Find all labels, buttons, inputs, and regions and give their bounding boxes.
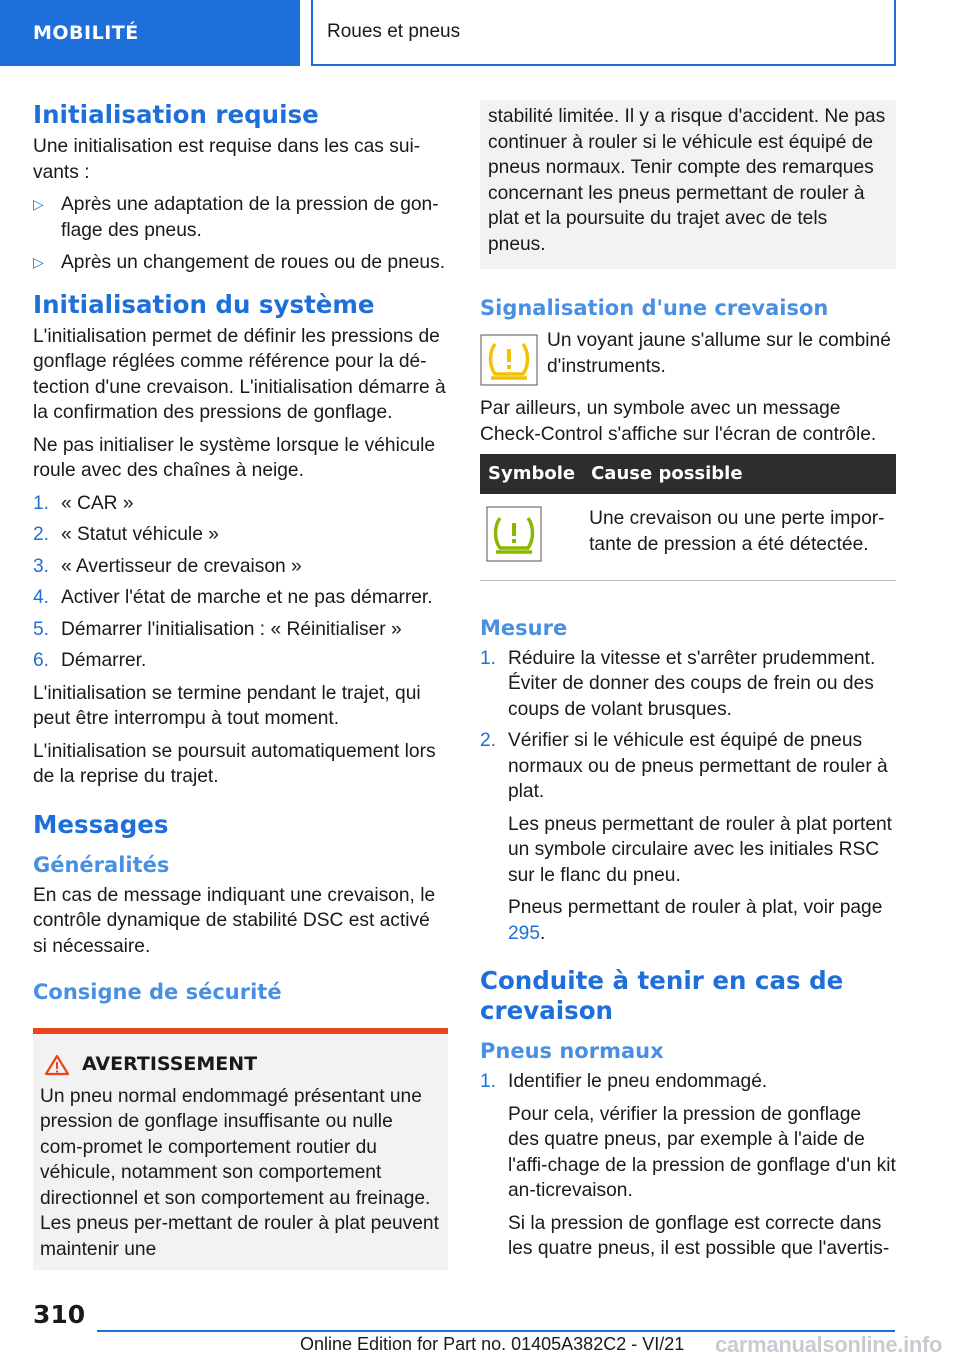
list-item: ▷ Après une adaptation de la pression de gon-flage des pneus. (33, 194, 439, 241)
init-required-heading: Initialisation requise (33, 100, 319, 129)
section-tab: MOBILITÉ (0, 0, 300, 66)
list-item: 3. « Avertisseur de crevaison » (33, 555, 302, 577)
tire-pressure-symbol-icon (486, 506, 542, 562)
messages-heading: Messages (33, 809, 169, 839)
list-item: 1. Réduire la vitesse et s'arrêter prudemment. Éviter de donner des coups de frein ou des coups de volant brusques. (480, 647, 876, 720)
init-system-p1: L'initialisation permet de définir les pressions de gonflage réglées comme référence pour la dé-tection d'une crevaison. L'initialisation démarre à la confirmation des pressions de gonflage. (33, 325, 446, 423)
warning-continuation: stabilité limitée. Il y a risque d'accident. Ne pas continuer à rouler si le véhicule est équipé de pneus normaux. Tenir compte des remarques concernant les pneus permettant de rouler à plat et la poursuite du trajet avec de tels pneus. (480, 100, 896, 269)
safety-subheading: Consigne de sécurité (33, 980, 282, 1004)
tire-pressure-warning-icon (480, 334, 538, 386)
triangle-bullet-icon: ▷ (33, 196, 44, 212)
init-system-heading: Initialisation du système (33, 289, 375, 319)
warning-text: Un pneu normal endommagé présentant une pression de gonflage insuffisante ou nulle com-promet le comportement routier du véhicule, notamment son comportement directionnel et son comportement au freinage. Les pneus per-mettant de rouler à plat peuvent maintenir une (40, 1085, 439, 1260)
mesure-steps (480, 646, 896, 947)
lamp-text: Un voyant jaune s'allume sur le combiné d'instruments. (547, 330, 891, 377)
list-item: 5. Démarrer l'initialisation : « Réinitialiser » (33, 618, 402, 640)
page-reference-link[interactable]: 295 (508, 922, 541, 944)
col-cause-header: Cause possible (583, 454, 896, 494)
normal-tires-subheading: Pneus normaux (480, 1039, 664, 1063)
footer-edition: Online Edition for Part no. 01405A382C2 - VI/21 (300, 1334, 685, 1354)
signal-heading: Signalisation d'une crevaison (480, 296, 829, 320)
table-row (480, 494, 896, 580)
cause-cell: Une crevaison ou une perte impor-tante de pression a été détectée. (583, 494, 896, 580)
list-item: 6. Démarrer. (33, 650, 147, 671)
breadcrumb: Roues et pneus (311, 0, 896, 66)
signal-p1: Par ailleurs, un symbole avec un message Check-Control s'affiche sur l'écran de contrôle. (480, 398, 877, 445)
warning-box (33, 1028, 448, 1270)
warning-title: AVERTISSEMENT (40, 1052, 440, 1078)
init-steps (33, 491, 448, 674)
list-item: 1. « CAR » (33, 492, 134, 514)
warning-triangle-icon (44, 1054, 70, 1076)
right-column (480, 100, 896, 1269)
page-number: 310 (33, 1300, 86, 1329)
symbol-table (480, 454, 896, 581)
list-item: ▷ Après un changement de roues ou de pneus. (33, 250, 448, 276)
col-symbol-header: Symbole (480, 454, 583, 494)
init-system-p3: L'initialisation se termine pendant le trajet, qui peut être interrompu à tout moment. (33, 682, 421, 729)
lamp-row (480, 328, 896, 386)
conduite-steps (480, 1069, 896, 1262)
list-item: 4. Activer l'état de marche et ne pas démarrer. (33, 587, 433, 608)
list-item: 1. Identifier le pneu endommagé. Pour cela, vérifier la pression de gonflage des quatre pneus, par exemple à l'aide de l'affi-chage de la pression de gonflage d'un kit an-ticrevaison. Si la pression de gonflage est correcte dans les quatre pneus, il est possible que l'avertis- (480, 1071, 896, 1259)
left-column (33, 100, 448, 1270)
init-system-p4: L'initialisation se poursuit automatiquement lors de la reprise du trajet. (33, 740, 436, 787)
triangle-bullet-icon: ▷ (33, 254, 44, 270)
init-required-intro: Une initialisation est requise dans les cas sui-vants : (33, 136, 421, 183)
symbol-cell (480, 494, 583, 580)
mesure-heading: Mesure (480, 615, 568, 640)
watermark: carmanualsonline.info (715, 1332, 943, 1357)
general-subheading: Généralités (33, 852, 170, 877)
list-item: 2. Vérifier si le véhicule est équipé de pneus normaux ou de pneus permettant de rouler à plat. Les pneus permettant de rouler à plat portent un symbole circulaire avec les initiales RSC sur le flanc du pneu. Pneus permettant de rouler à plat, voir page 295. (480, 730, 892, 944)
general-text: En cas de message indiquant une crevaison, le contrôle dynamique de stabilité DSC est activé si nécessaire. (33, 884, 436, 957)
init-required-list (33, 192, 448, 276)
init-system-p2: Ne pas initialiser le système lorsque le véhicule roule avec des chaînes à neige. (33, 434, 436, 481)
conduite-heading: Conduite à tenir en cas de crevaison (480, 966, 844, 1025)
list-item: 2. « Statut véhicule » (33, 524, 219, 545)
